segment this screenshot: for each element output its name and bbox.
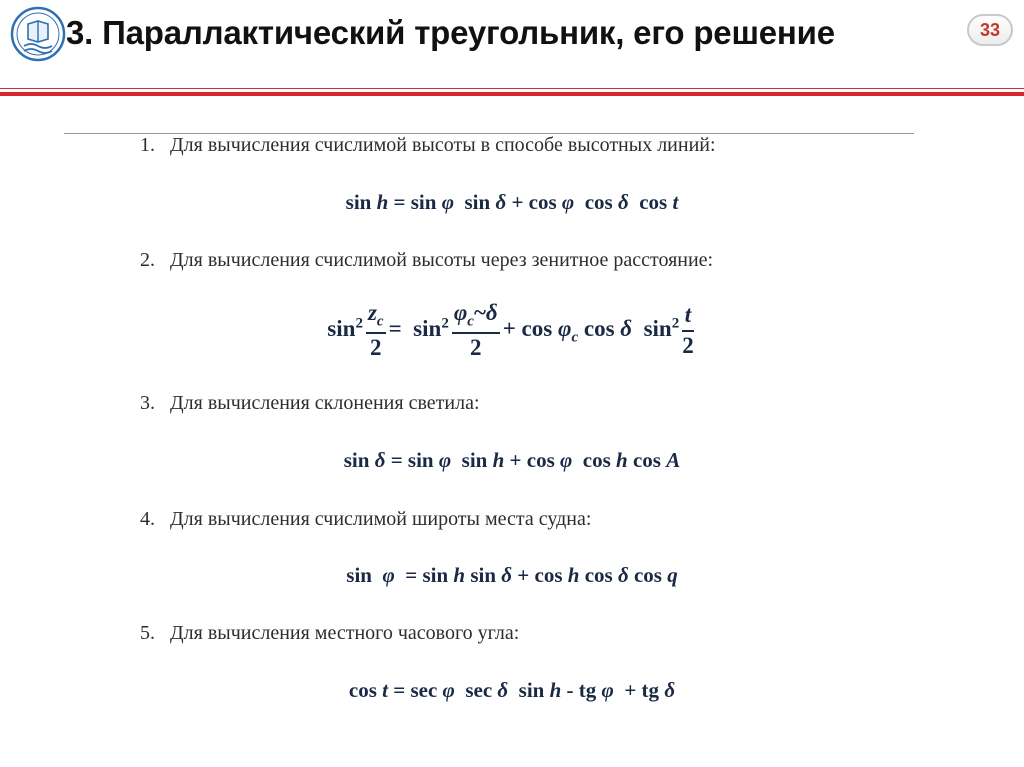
list-item-number: 5. xyxy=(140,622,155,644)
list-item xyxy=(140,249,713,272)
list-item xyxy=(140,134,716,157)
formula-3: sin δ = sin φ sin h + cos φ cos h cos A xyxy=(343,448,681,472)
list-item-number: 1. xyxy=(140,134,155,156)
list-item xyxy=(140,508,591,531)
header-divider-thin xyxy=(0,88,1024,89)
list-item xyxy=(140,392,480,415)
formula-1: sin h = sin φ sin δ + cos φ cos δ cos t xyxy=(345,190,679,214)
formula-5: cos t = sec φ sec δ sin h - tg φ + tg δ xyxy=(348,678,676,702)
page-number: 33 xyxy=(979,19,1001,40)
list-item-text: Для вычисления склонения светила: xyxy=(170,392,480,414)
list-item-number: 3. xyxy=(140,392,155,414)
university-emblem-icon xyxy=(10,6,66,62)
list-item-number: 4. xyxy=(140,508,155,530)
list-item-text: Для вычисления счислимой высоты в способе высотных линий: xyxy=(170,134,716,156)
list-item-text: Для вычисления местного часового угла: xyxy=(170,622,520,644)
list-item-number: 2. xyxy=(140,249,155,271)
list-item-text: Для вычисления счислимой высоты через зенитное расстояние: xyxy=(170,249,714,271)
formula-4: sin φ = sin h sin δ + cos h cos δ cos q xyxy=(346,563,678,587)
header-divider-thick xyxy=(0,92,1024,96)
slide-header xyxy=(0,0,1024,100)
page-title: 3. Параллактический треугольник, его решение xyxy=(66,14,835,51)
list-item xyxy=(140,622,519,645)
page-number-badge xyxy=(967,14,1013,46)
list-item-text: Для вычисления счислимой широты места судна: xyxy=(170,508,592,530)
formula-2: $\sin^2$ $\frac{z_c}{2}$ = $\sin^2$ $\frac{\varphi_c\sim\delta}{2}$ + $\cos \varphi_c$ cos δ $\sin^2$ $\frac{t}{2}$ xyxy=(327,300,694,360)
